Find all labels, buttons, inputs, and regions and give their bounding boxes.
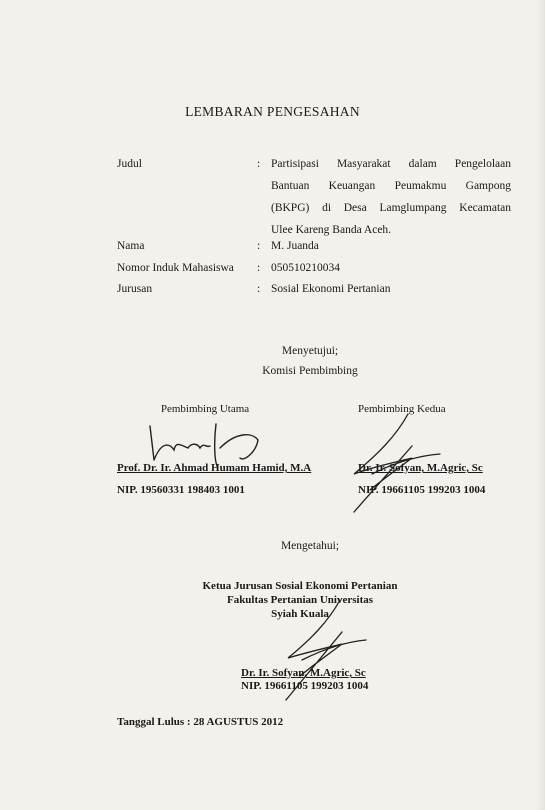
nim-value: 050510210034 xyxy=(271,262,340,274)
department-head-line-3: Syiah Kuala xyxy=(271,608,329,620)
secondary-supervisor-name: Dr. Ir. Sofyan, M.Agric, Sc xyxy=(358,462,483,474)
nim-colon: : xyxy=(257,262,261,274)
jurusan-colon: : xyxy=(257,283,261,295)
acknowledgment-heading: Mengetahui; xyxy=(280,540,340,552)
secondary-supervisor-nip: NIP. 19661105 199203 1004 xyxy=(358,484,486,496)
judul-line-4: Ulee Kareng Banda Aceh. xyxy=(271,224,392,236)
judul-line-3: (BKPG) di Desa Lamglumpang Kecamatan xyxy=(271,202,511,214)
judul-label: Judul xyxy=(117,158,142,170)
page-edge-shadow xyxy=(536,0,545,810)
judul-line-1: Partisipasi Masyarakat dalam Pengelolaan xyxy=(271,158,511,170)
committee-label: Komisi Pembimbing xyxy=(262,365,358,377)
primary-supervisor-signature xyxy=(140,418,280,474)
primary-supervisor-name: Prof. Dr. Ir. Ahmad Humam Hamid, M.A xyxy=(117,462,312,474)
nama-label: Nama xyxy=(117,240,145,252)
nama-colon: : xyxy=(257,240,261,252)
page-title: LEMBARAN PENGESAHAN xyxy=(185,104,360,119)
jurusan-label: Jurusan xyxy=(117,283,153,295)
department-head-line-2: Fakultas Pertanian Universitas xyxy=(226,594,374,606)
judul-colon: : xyxy=(257,158,261,170)
secondary-supervisor-role: Pembimbing Kedua xyxy=(358,403,446,415)
nama-value: M. Juanda xyxy=(271,240,319,252)
graduation-date: Tanggal Lulus : 28 AGUSTUS 2012 xyxy=(117,716,284,728)
department-head-name: Dr. Ir. Sofyan, M.Agric, Sc xyxy=(241,667,366,679)
judul-line-2: Bantuan Keuangan Peumakmu Gampong xyxy=(271,180,511,192)
jurusan-value: Sosial Ekonomi Pertanian xyxy=(271,283,391,295)
department-head-line-1: Ketua Jurusan Sosial Ekonomi Pertanian xyxy=(202,580,398,592)
department-head-nip: NIP. 19661105 199203 1004 xyxy=(241,680,369,692)
nim-label: Nomor Induk Mahasiswa xyxy=(117,262,234,274)
primary-supervisor-nip: NIP. 19560331 198403 1001 xyxy=(117,484,245,496)
secondary-supervisor-signature xyxy=(336,408,446,518)
approval-heading: Menyetujui; xyxy=(281,345,339,357)
primary-supervisor-role: Pembimbing Utama xyxy=(160,403,250,415)
